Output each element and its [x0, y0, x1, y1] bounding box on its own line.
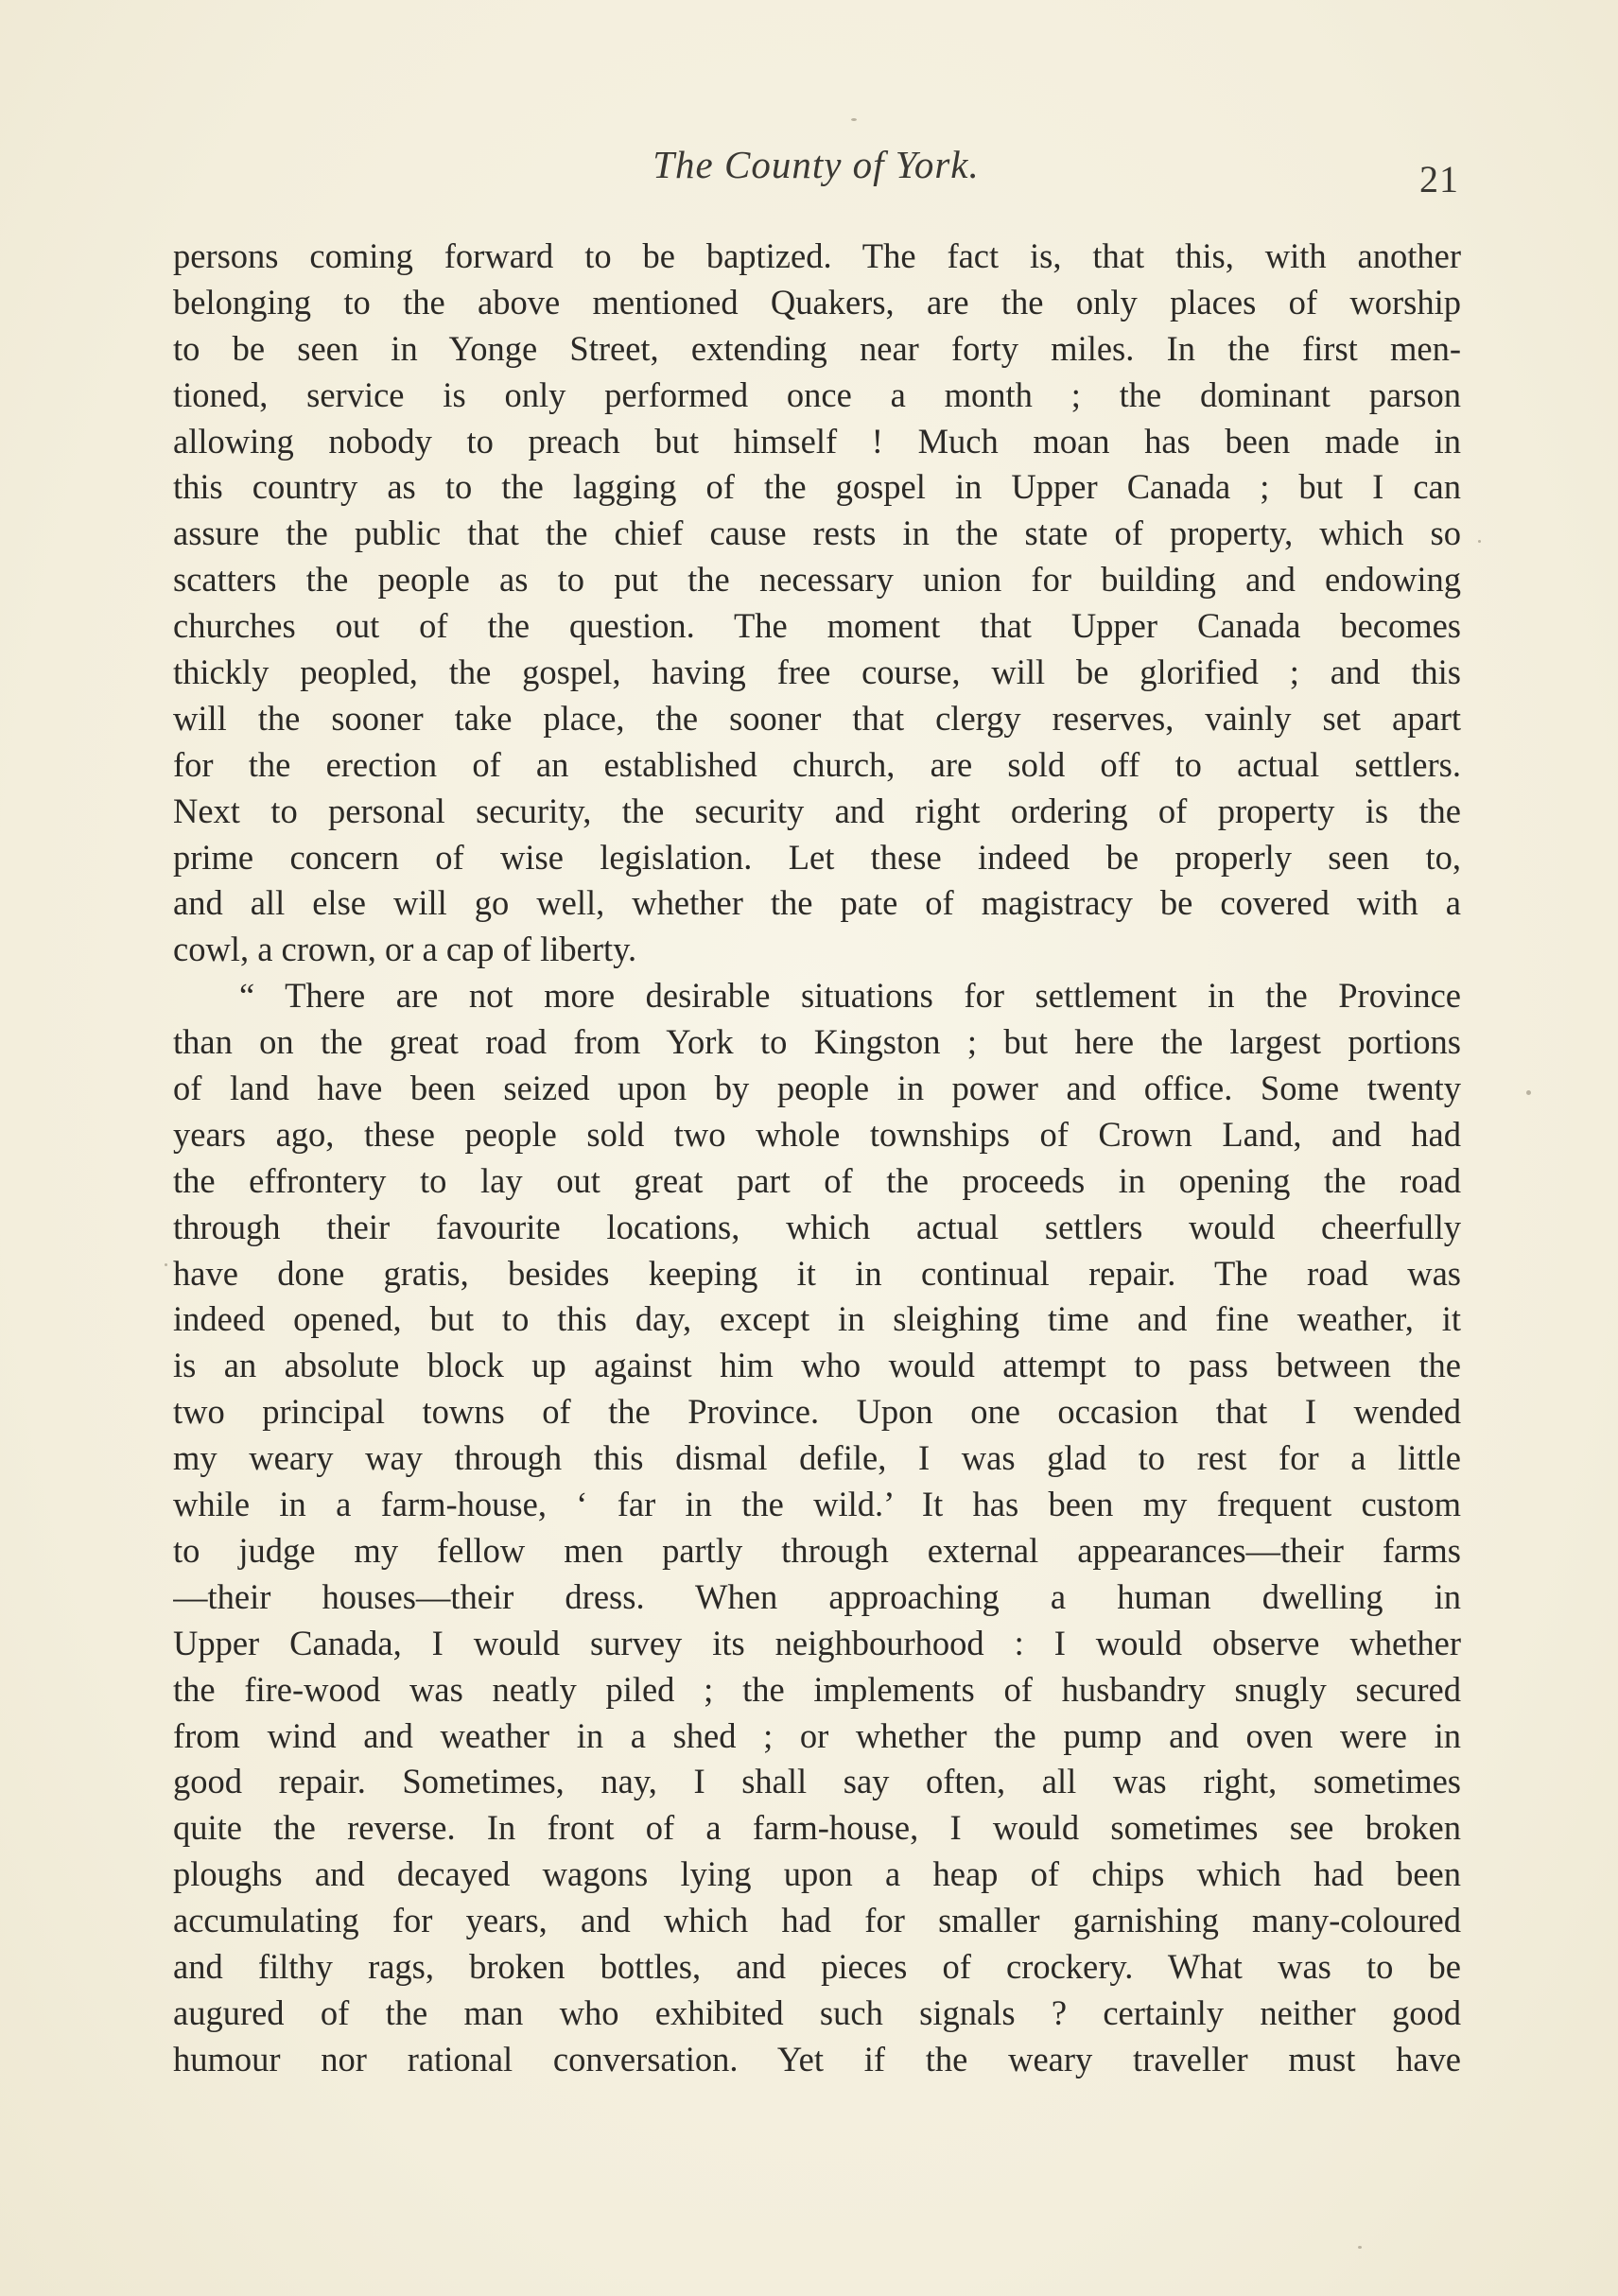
text-line: years ago, these people sold two whole townships of Crown Land, and had — [173, 1114, 1461, 1154]
page-number: 21 — [1419, 158, 1459, 200]
text-line: Upper Canada, I would survey its neighbourhood : I would observe whether — [173, 1623, 1461, 1662]
text-line: good repair. Sometimes, nay, I shall say often, all was right, sometimes — [173, 1762, 1461, 1801]
paper-speck — [1526, 1090, 1531, 1095]
text-line: two principal towns of the Province. Upon one occasion that I wended — [173, 1392, 1461, 1432]
paragraph-end-line: cowl, a crown, or a cap of liberty. — [173, 930, 637, 969]
text-line: quite the reverse. In front of a farm-house, I would sometimes see broken — [173, 1808, 1461, 1848]
text-line: through their favourite locations, which actual settlers would cheerfully — [173, 1207, 1461, 1246]
paragraph-start-line: “ There are not more desirable situations for settlement in the Province — [239, 976, 1461, 1016]
paper-speck — [851, 118, 857, 121]
text-line: this country as to the lagging of the gospel in Upper Canada ; but I can — [173, 467, 1461, 507]
text-line: allowing nobody to preach but himself ! Much moan has been made in — [173, 421, 1461, 461]
text-line: prime concern of wise legislation. Let these indeed be properly seen to, — [173, 837, 1461, 877]
text-line: will the sooner take place, the sooner that clergy reserves, vainly set apart — [173, 698, 1461, 738]
text-line: from wind and weather in a shed ; or whether the pump and oven were in — [173, 1715, 1461, 1755]
text-line: and all else will go well, whether the pate of magistracy be covered with a — [173, 883, 1461, 923]
text-line: Next to personal security, the security and right ordering of property is the — [173, 791, 1461, 830]
text-line: and filthy rags, broken bottles, and pieces of crockery. What was to be — [173, 1946, 1461, 1986]
paper-speck — [1478, 540, 1481, 543]
text-line: augured of the man who exhibited such signals ? certainly neither good — [173, 1992, 1461, 2032]
text-line: —their houses—their dress. When approaching a human dwelling in — [173, 1576, 1461, 1616]
text-line: to judge my fellow men partly through external appearances—their farms — [173, 1530, 1461, 1570]
text-line: of land have been seized upon by people in power and office. Some twenty — [173, 1069, 1461, 1108]
text-line: for the erection of an established church, are sold off to actual settlers. — [173, 744, 1461, 784]
text-line: the effrontery to lay out great part of the proceeds in opening the road — [173, 1160, 1461, 1200]
text-line: indeed opened, but to this day, except in sleighing time and fine weather, it — [173, 1299, 1461, 1339]
text-line: belonging to the above mentioned Quakers, are the only places of worship — [173, 282, 1461, 322]
text-line: thickly peopled, the gospel, having free course, will be glorified ; and this — [173, 652, 1461, 692]
paper-speck — [165, 1263, 167, 1266]
text-line: while in a farm-house, ‘ far in the wild.’ It has been my frequent custom — [173, 1485, 1461, 1524]
text-line: than on the great road from York to Kingston ; but here the largest portions — [173, 1022, 1461, 1062]
text-line: the fire-wood was neatly piled ; the implements of husbandry snugly secured — [173, 1669, 1461, 1709]
text-line: accumulating for years, and which had for smaller garnishing many-coloured — [173, 1901, 1461, 1940]
paper-speck — [1358, 2246, 1362, 2249]
text-line: scatters the people as to put the necessary union for building and endowing — [173, 560, 1461, 600]
text-line: assure the public that the chief cause rests in the state of property, which so — [173, 513, 1461, 553]
text-line: my weary way through this dismal defile, I was glad to rest for a little — [173, 1438, 1461, 1478]
running-title: The County of York. — [652, 143, 980, 186]
text-line: tioned, service is only performed once a month ; the dominant parson — [173, 374, 1461, 414]
text-line: ploughs and decayed wagons lying upon a heap of chips which had been — [173, 1854, 1461, 1894]
body-text — [173, 234, 1461, 2083]
text-line: have done gratis, besides keeping it in continual repair. The road was — [173, 1253, 1461, 1293]
text-line: humour nor rational conversation. Yet if the weary traveller must have — [173, 2039, 1461, 2079]
text-line: to be seen in Yonge Street, extending near forty miles. In the first men- — [173, 328, 1461, 368]
text-line: is an absolute block up against him who would attempt to pass between the — [173, 1346, 1461, 1385]
text-line: churches out of the question. The moment that Upper Canada becomes — [173, 606, 1461, 646]
running-head — [173, 142, 1459, 199]
text-line: persons coming forward to be baptized. The fact is, that this, with another — [173, 236, 1461, 275]
